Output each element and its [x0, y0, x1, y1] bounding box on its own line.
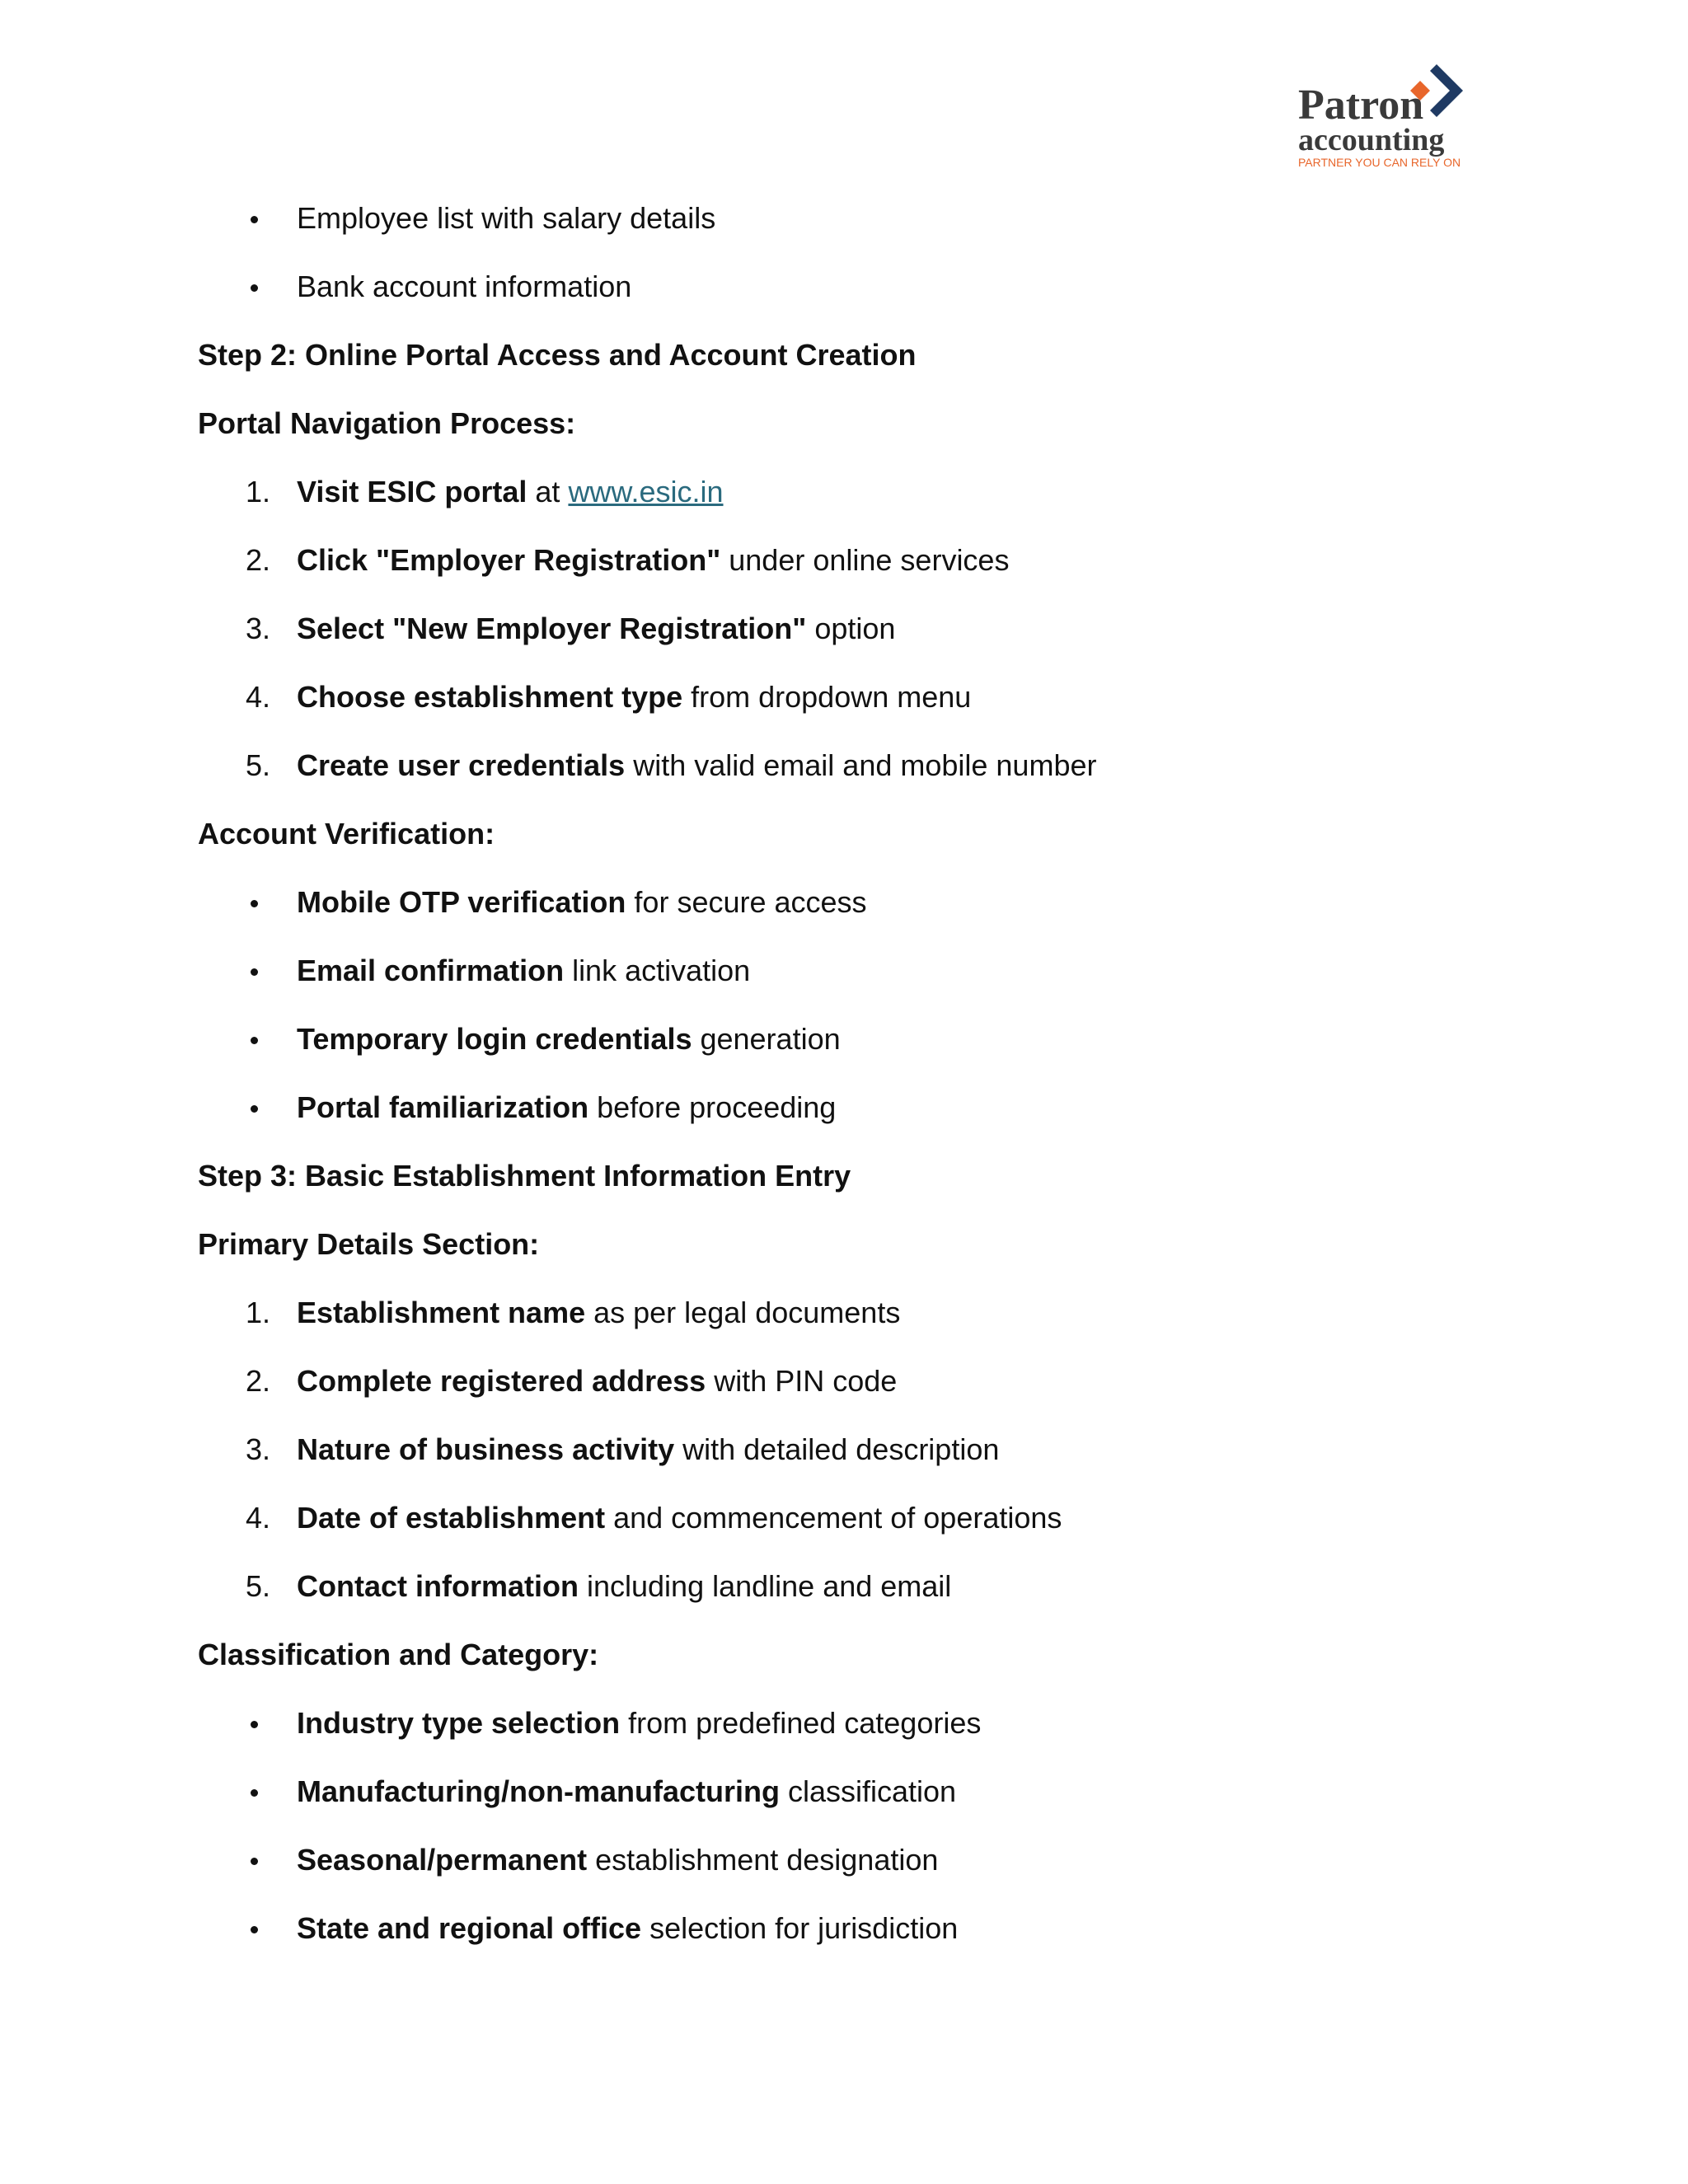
logo-word-patron: Patron [1298, 82, 1424, 129]
esic-portal-link[interactable]: www.esic.in [568, 475, 724, 509]
subsection-heading: Portal Navigation Process: [198, 406, 576, 440]
bullet-icon [251, 1721, 258, 1728]
bullet-icon [251, 216, 258, 223]
bullet-icon [251, 900, 258, 907]
bullet-icon [251, 968, 258, 976]
bullet-icon [251, 1926, 258, 1933]
bullet-icon [251, 1037, 258, 1044]
section-heading: Step 2: Online Portal Access and Account Creation [198, 338, 917, 372]
bullet-icon [251, 1858, 258, 1865]
subsection-heading: Classification and Category: [198, 1638, 599, 1671]
logo-word-accounting: accounting [1298, 123, 1445, 157]
subsection-heading: Account Verification: [198, 817, 495, 851]
bullet-icon [251, 1789, 258, 1797]
patron-accounting-logo [1298, 59, 1500, 175]
logo-tagline: PARTNER YOU CAN RELY ON [1298, 156, 1461, 169]
section-heading: Step 3: Basic Establishment Information Entry [198, 1159, 851, 1193]
bullet-icon [251, 1105, 258, 1113]
subsection-heading: Primary Details Section: [198, 1227, 540, 1261]
bullet-icon [251, 284, 258, 292]
